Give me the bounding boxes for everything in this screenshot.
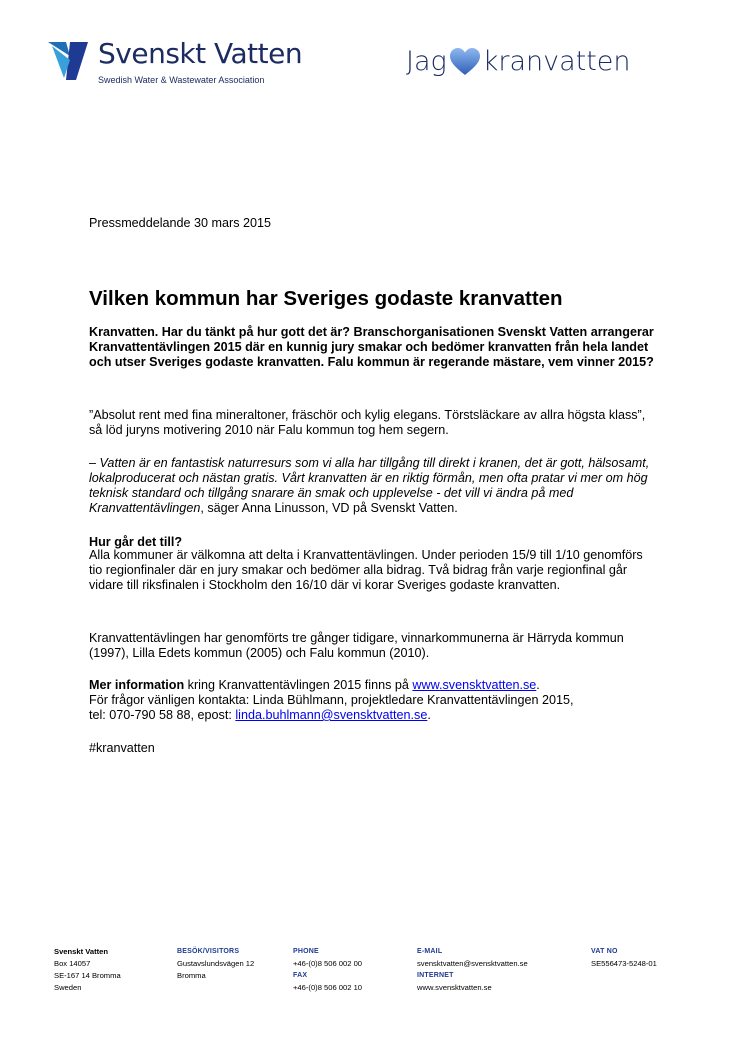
footer-contact <box>417 946 528 994</box>
contact-period: . <box>427 708 431 722</box>
footer-visitors <box>177 946 254 982</box>
footer-email-heading: E-MAIL <box>417 948 443 955</box>
footer-address-line: Box 14057 <box>54 959 91 968</box>
footer-vat-number: SE556473-5248-01 <box>591 959 657 968</box>
contact-phone-line: tel: 070-790 58 88, epost: <box>89 708 236 722</box>
footer-phone-heading: PHONE <box>293 948 319 955</box>
campaign-word-kranvatten: kranvatten <box>482 46 631 77</box>
more-info-text: kring Kranvattentävlingen 2015 finns på <box>184 678 413 692</box>
footer-website: www.svensktvatten.se <box>417 983 492 992</box>
footer-address-line: SE-167 14 Bromma <box>54 971 121 980</box>
org-tagline: Swedish Water & Wastewater Association <box>98 75 265 85</box>
footer-phone <box>293 946 362 994</box>
contact-line: För frågor vänligen kontakta: Linda Bühlmann, projektledare Kranvattentävlingen 2015, <box>89 693 574 707</box>
website-link[interactable]: www.svensktvatten.se <box>412 678 537 692</box>
footer-address <box>54 946 121 994</box>
heart-icon <box>449 47 481 77</box>
svenskt-vatten-logo <box>46 37 306 92</box>
footer-visitors-line: Gustavslundsvägen 12 <box>177 959 255 968</box>
footer-org-heading: Svenskt Vatten <box>54 947 109 956</box>
footer-visitors-heading: BESÖK/VISITORS <box>177 948 240 955</box>
footer-email: svensktvatten@svensktvatten.se <box>417 959 528 968</box>
footer-visitors-line: Bromma <box>177 971 206 980</box>
ceo-quote-paragraph <box>89 456 659 516</box>
lead-paragraph: Kranvatten. Har du tänkt på hur gott det är? Branschorganisationen Svenskt Vatten arrangerar Kranvattentävlingen 2015 där en kunnig jury smakar och bedömer kranvatten från hela landet och utser Sveriges godaste kranvatten. Falu kommun är regerande mästare, vem vinner 2015? <box>89 325 654 369</box>
hashtag: #kranvatten <box>89 741 155 755</box>
section-heading: Hur går det till? <box>89 535 183 549</box>
water-drop-logo-icon <box>46 40 90 82</box>
body-paragraph-2: Kranvattentävlingen har genomförts tre gånger tidigare, vinnarkommunerna är Härryda kommun (1997), Lilla Edets kommun (2005) och Falu kommun (2010). <box>89 631 624 660</box>
body-paragraph-1: Alla kommuner är välkomna att delta i Kranvattentävlingen. Under perioden 15/9 till 1/10 genomförs tio regionfinaler där en jury smakar och bedömer alla bidrag. Två bidrag från varje regionfinal går vidare till riksfinalen i Stockholm den 16/10 där vi korar Sveriges godaste kranvatten. <box>89 548 643 592</box>
ceo-quote-attribution: , säger Anna Linusson, VD på Svenskt Vatten. <box>200 501 458 515</box>
ceo-quote-text: – Vatten är en fantastisk naturresurs som vi alla har tillgång till direkt i kranen, det är gott, hälsosamt, lokalproducerat och nästan gratis. Vårt kranvatten är en riktig förmån, men ofta pratar vi mer om hög teknisk standard och tillgång snarare än smak och upplevelse - det vill vi ändra på med Kranvattentävlingen <box>89 456 650 515</box>
more-info-paragraph <box>89 678 659 723</box>
org-name: Svenskt Vatten <box>98 37 303 70</box>
more-info-label: Mer information <box>89 678 185 692</box>
campaign-logo <box>406 46 631 86</box>
jury-quote-paragraph: ”Absolut rent med fina mineraltoner, fräschör och kylig elegans. Törstsläckare av allra högsta klass”, så löd juryns motivering 2010 när Falu kommun tog hem segern. <box>89 408 646 437</box>
footer-fax-heading: FAX <box>293 972 308 979</box>
more-info-period: . <box>536 678 540 692</box>
email-link[interactable]: linda.buhlmann@svensktvatten.se <box>235 708 428 722</box>
footer-address-line: Sweden <box>54 983 82 992</box>
footer-vat <box>591 946 657 970</box>
campaign-word-jag: Jag <box>406 46 447 77</box>
dateline: Pressmeddelande 30 mars 2015 <box>89 216 272 230</box>
footer-phone-number: +46-(0)8 506 002 00 <box>293 959 363 968</box>
page-title: Vilken kommun har Sveriges godaste kranvatten <box>89 287 563 310</box>
footer-fax-number: +46-(0)8 506 002 10 <box>293 983 363 992</box>
footer-internet-heading: INTERNET <box>417 972 454 979</box>
footer-vat-heading: VAT NO <box>591 948 618 955</box>
